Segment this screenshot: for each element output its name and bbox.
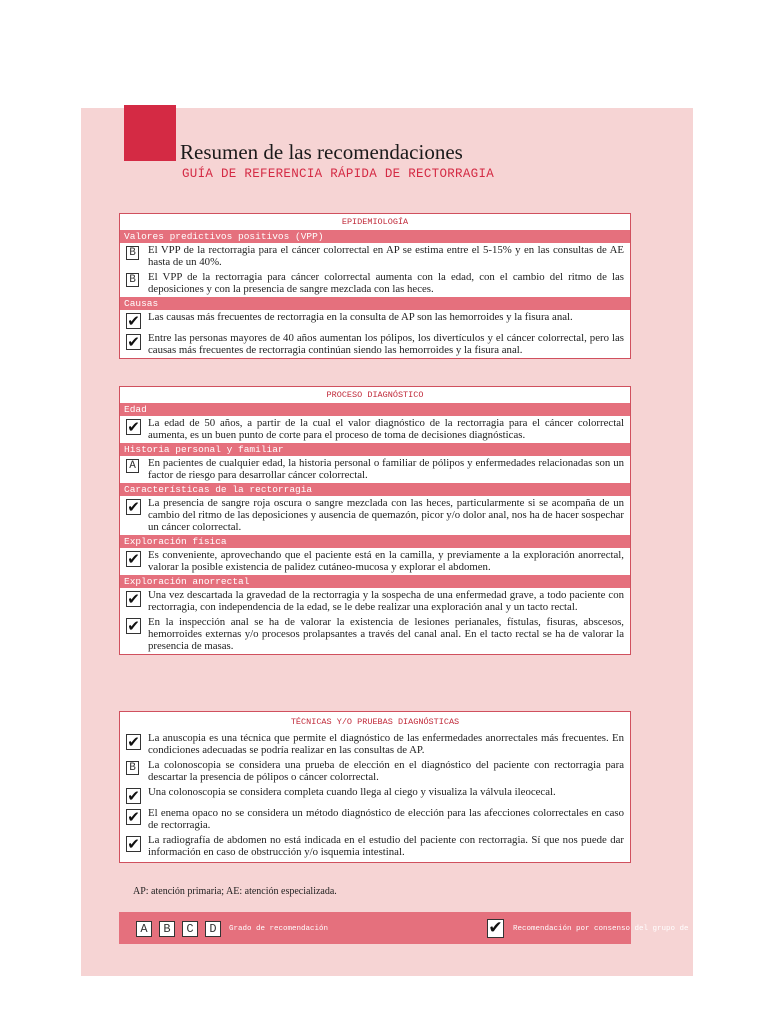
- section-title: EPIDEMIOLOGÍA: [341, 217, 409, 227]
- section-proceso-diagnostico: [119, 386, 631, 655]
- group-header-caracteristicas: Características de la rectorragia: [120, 483, 630, 496]
- recommendation-text: La radiografía de abdomen no está indicada en el estudio del paciente con rectorragia. Sí que nos puede dar información en caso de obstrucción y/o isquemia intestinal.: [148, 834, 624, 858]
- legend-consensus-label: Recomendación por consenso del grupo de trabajo: [513, 925, 725, 933]
- consensus-check-icon: ✔: [127, 808, 140, 826]
- recommendation-item: [120, 243, 630, 270]
- legend-bar: [119, 912, 725, 944]
- recommendation-text: Una colonoscopia se considera completa cuando llega al ciego y visualiza la válvula ileocecal.: [148, 786, 556, 798]
- consensus-check-icon: ✔: [127, 590, 140, 608]
- legend-grade-b-badge: B: [159, 921, 175, 937]
- recommendation-text: Entre las personas mayores de 40 años aumentan los pólipos, los divertículos y el cáncer colorrectal, pero las causas más frecuentes de rectorragia continúan siendo las hemorroides y la fisura anal.: [148, 332, 624, 356]
- abbreviations-footnote: AP: atención primaria; AE: atención especializada.: [133, 886, 337, 897]
- recommendation-item: [120, 310, 630, 331]
- recommendation-text: La edad de 50 años, a partir de la cual el valor diagnóstico de la rectorragia para el cáncer colorrectal aumenta, es un buen punto de corte para el proceso de toma de decisiones diagnósticas.: [148, 417, 624, 441]
- chapter-marker: [124, 105, 176, 161]
- consensus-check-icon: ✔: [127, 312, 140, 330]
- recommendation-item: [120, 785, 630, 806]
- consensus-check-icon: ✔: [127, 787, 140, 805]
- group-header-vpp: Valores predictivos positivos (VPP): [120, 230, 630, 243]
- group-header-exploracion-anorrectal: Exploración anorrectal: [120, 575, 630, 588]
- recommendation-text: La presencia de sangre roja oscura o sangre mezclada con las heces, particularmente si se acompaña de un cambio del ritmo de las deposiciones y ausencia de quemazón, picor y/o dolor anal, nos ha de hacer sospechar un cáncer colorrectal.: [148, 497, 624, 533]
- legend-check-icon: ✔: [488, 918, 503, 938]
- recommendation-text: El VPP de la rectorragia para cáncer colorrectal aumenta con la edad, con el cambio del ritmo de las deposiciones y con la presencia de sangre mezclada con las heces.: [148, 271, 624, 295]
- consensus-check-icon: ✔: [127, 498, 140, 516]
- recommendation-text: Es conveniente, aprovechando que el paciente está en la camilla, y previamente a la exploración anorrectal, valorar la posible existencia de palidez cutáneo-mucosa y explorar el abdomen.: [148, 549, 624, 573]
- group-header-edad: Edad: [120, 403, 630, 416]
- page-subtitle: GUÍA DE REFERENCIA RÁPIDA DE RECTORRAGIA: [182, 167, 495, 181]
- legend-grade-c-badge: C: [182, 921, 198, 937]
- consensus-check-icon: ✔: [127, 835, 140, 853]
- recommendation-item: [120, 416, 630, 443]
- grade-b-badge: B: [126, 273, 139, 287]
- recommendation-item: [120, 588, 630, 615]
- recommendation-text: En la inspección anal se ha de valorar la existencia de lesiones perianales, fístulas, fisuras, abscesos, hemorroides externas y/o procesos prolapsantes a través del canal anal. En el tacto rectal se ha de valorar la presencia de masas.: [148, 616, 624, 652]
- recommendation-item: [120, 496, 630, 535]
- section-title: TÉCNICAS Y/O PRUEBAS DIAGNÓSTICAS: [290, 717, 460, 727]
- recommendation-item: [120, 806, 630, 833]
- consensus-check-icon: ✔: [127, 733, 140, 751]
- grade-b-badge: B: [126, 246, 139, 260]
- grade-a-badge: A: [126, 459, 139, 473]
- recommendation-item: [120, 456, 630, 483]
- recommendation-text: Una vez descartada la gravedad de la rectorragia y la sospecha de una enfermedad grave, a todo paciente con rectorragia, con independencia de la edad, se le debe realizar una exploración anal y un tacto rectal.: [148, 589, 624, 613]
- consensus-check-icon: ✔: [127, 550, 140, 568]
- recommendation-text: Las causas más frecuentes de rectorragia en la consulta de AP son las hemorroides y la fisura anal.: [148, 311, 573, 323]
- section-epidemiologia: [119, 213, 631, 359]
- legend-grade-a-badge: A: [136, 921, 152, 937]
- recommendation-item: [120, 548, 630, 575]
- recommendation-text: La anuscopia es una técnica que permite el diagnóstico de las enfermedades anorrectales más frecuentes. En condiciones adecuadas se podría realizar en las consultas de AP.: [148, 732, 624, 756]
- consensus-check-icon: ✔: [127, 617, 140, 635]
- recommendation-text: En pacientes de cualquier edad, la historia personal o familiar de pólipos y enfermedades relacionadas son un factor de riesgo para desarrollar cáncer colorrectal.: [148, 457, 624, 481]
- grade-b-badge: B: [126, 761, 139, 775]
- group-header-historia: Historia personal y familiar: [120, 443, 630, 456]
- recommendation-item: [120, 331, 630, 358]
- page-title: Resumen de las recomendaciones: [180, 140, 463, 164]
- consensus-check-icon: ✔: [127, 418, 140, 436]
- group-header-causas: Causas: [120, 297, 630, 310]
- recommendation-text: La colonoscopia se considera una prueba de elección en el diagnóstico del paciente con rectorragia para descartar la presencia de pólipos o cáncer colorrectal.: [148, 759, 624, 783]
- recommendation-item: [120, 833, 630, 862]
- section-title: PROCESO DIAGNÓSTICO: [326, 390, 424, 400]
- recommendation-item: [120, 270, 630, 297]
- recommendation-text: El enema opaco no se considera un método diagnóstico de elección para las afecciones colorrectales en caso de rectorragia.: [148, 807, 624, 831]
- section-tecnicas: [119, 711, 631, 863]
- recommendation-text: El VPP de la rectorragia para el cáncer colorrectal en AP se estima entre el 5-15% y en las consultas de AE hasta de un 40%.: [148, 244, 624, 268]
- group-header-exploracion-fisica: Exploración física: [120, 535, 630, 548]
- recommendation-item: [120, 731, 630, 758]
- legend-grade-d-badge: D: [205, 921, 221, 937]
- legend-grade-label: Grado de recomendación: [229, 925, 329, 933]
- recommendation-item: [120, 615, 630, 654]
- consensus-check-icon: ✔: [127, 333, 140, 351]
- recommendation-item: [120, 758, 630, 785]
